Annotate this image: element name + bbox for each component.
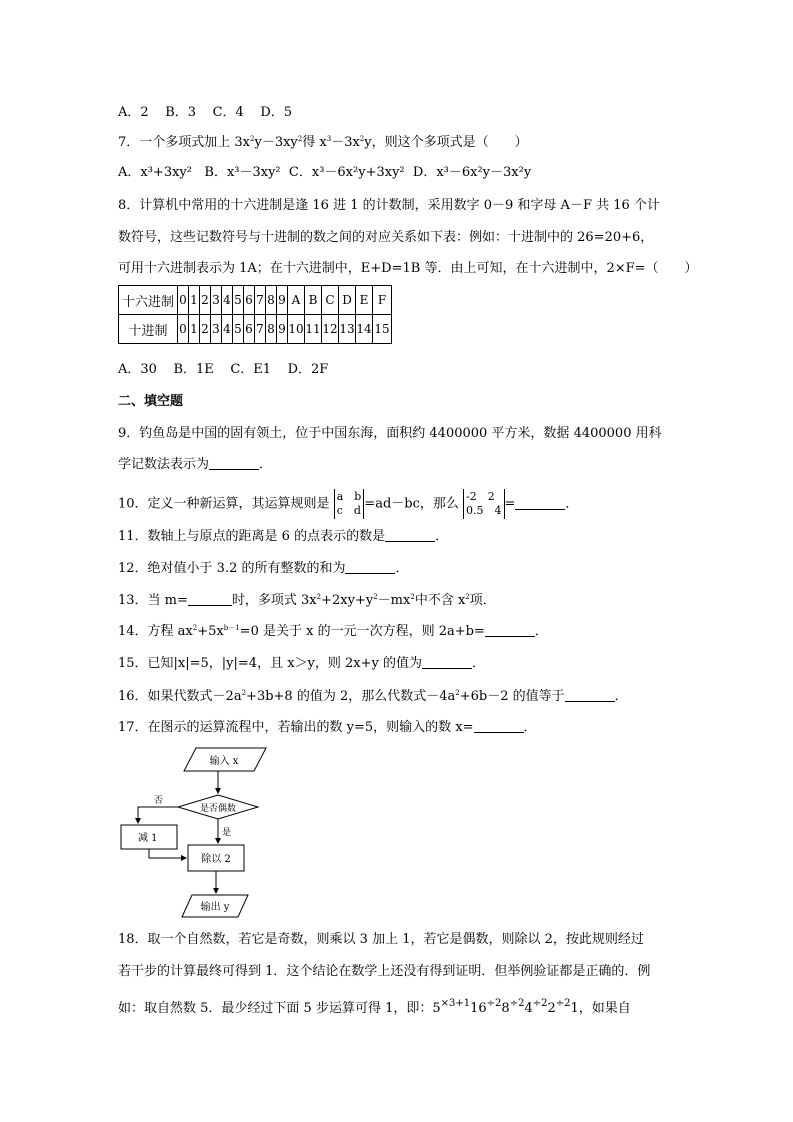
op-label: ÷2 <box>509 998 525 1009</box>
answer-blank[interactable] <box>515 497 565 510</box>
answer-blank[interactable] <box>385 529 435 542</box>
determinant-value: -2 2 0.5 4 <box>463 490 505 518</box>
q8-line3: 可用十六进制表示为 1A；在十六进制中，E+D=1B 等．由上可知，在十六进制中，2×F=（ ） <box>118 261 698 276</box>
option-c: C．x³－6x²y+3xy² <box>288 165 405 180</box>
flowchart <box>118 745 278 925</box>
q15: 15．已知|x|=5，|y|=4，且 x＞y，则 2x+y 的值为 ． <box>118 656 485 671</box>
option-b: B．3 <box>165 105 197 120</box>
divide-label: 除以 2 <box>201 854 231 865</box>
q18-line3: 如：取自然数 5．最少经过下面 5 步运算可得 1，即：$5^{\times 3+1}16^{\div 2}8^{\div 2}4^{\div 2}2^{\div 2}1$，如果自 <box>118 998 631 1016</box>
row-header: 十六进制 <box>119 286 178 315</box>
q14: 14．方程 $ax^2+5x^{b-1}=0$ 是关于 x 的一元一次方程，则 2a+b= ． <box>118 624 548 639</box>
op-label: ÷2 <box>486 998 502 1009</box>
q8-options <box>118 361 328 379</box>
answer-blank[interactable] <box>474 720 524 733</box>
determinant-definition: a b c d <box>334 490 365 518</box>
decision-label: 是否偶数 <box>199 804 237 814</box>
option-d: D．5 <box>260 105 293 120</box>
q7-stem: 7．一个多项式加上 $3x^2y-3xy^2$得 $x^3-3x^2y$，则这个多项式是（ ） <box>118 135 528 150</box>
q9-line2: 学记数法表示为 ． <box>118 457 273 472</box>
q7-options <box>118 164 531 182</box>
option-a: A．30 <box>118 362 157 377</box>
answer-blank[interactable] <box>565 689 615 702</box>
table-row-hex: 十六进制 0 1 2 3 4 5 6 7 8 9 A B C D E F <box>119 286 392 315</box>
no-label: 否 <box>154 796 164 806</box>
answer-blank[interactable] <box>209 457 259 470</box>
q8-line1: 8．计算机中常用的十六进制是逢 16 进 1 的计数制，采用数字 0－9 和字母 A－F 共 16 个计 <box>118 198 660 213</box>
option-c: C．4 <box>212 105 244 120</box>
q8-line2: 数符号，这些记数符号与十进制的数之间的对应关系如下表：例如：十进制中的 26=20+6， <box>118 230 654 245</box>
section-title-fill-in: 二、填空题 <box>118 394 184 409</box>
q17: 17．在图示的运算流程中，若输出的数 y=5，则输入的数 x= ． <box>118 720 537 735</box>
option-c: C．E1 <box>230 362 272 377</box>
q10: 10．定义一种新运算，其运算规则是 a b c d =ad－bc，那么 -2 2 0.5 4 = ． <box>118 490 579 517</box>
answer-blank[interactable] <box>422 656 472 669</box>
yes-label: 是 <box>222 828 232 838</box>
option-d: D．2F <box>287 362 329 377</box>
table-row-decimal: 十进制 0 1 2 3 4 5 6 7 8 9 10 11 12 13 14 15 <box>119 315 392 344</box>
op-label: ÷2 <box>555 998 571 1009</box>
q16: 16．如果代数式$-2a^2+3b+8$ 的值为 2，那么代数式$-4a^2+6b-2$ 的值等于 ． <box>118 689 628 704</box>
option-b: B．1E <box>173 362 214 377</box>
minus-one-label: 减 1 <box>138 833 158 844</box>
hex-decimal-table <box>118 285 392 344</box>
q12: 12．绝对值小于 3.2 的所有整数的和为 ． <box>118 561 409 576</box>
answer-blank[interactable] <box>188 593 232 606</box>
option-b: B．x³－3xy² <box>204 165 281 180</box>
q18-line2: 若干步的计算最终可得到 1．这个结论在数学上还没有得到证明．但举例验证都是正确的．例 <box>118 964 651 979</box>
output-label: 输出 y <box>200 902 230 913</box>
q18-line1: 18．取一个自然数，若它是奇数，则乘以 3 加上 1，若它是偶数，则除以 2，按此规则经过 <box>118 932 644 947</box>
option-a: A．2 <box>118 105 149 120</box>
op-label: ÷2 <box>532 998 548 1009</box>
answer-blank[interactable] <box>345 561 395 574</box>
option-d: D．x³－6x²y－3x²y <box>412 165 532 180</box>
q11: 11．数轴上与原点的距离是 6 的点表示的数是 ． <box>118 529 449 544</box>
option-a: A．x³+3xy² <box>118 165 192 180</box>
input-label: 输入 x <box>209 756 239 767</box>
q6-options <box>118 104 292 122</box>
q9-line1: 9．钓鱼岛是中国的固有领土，位于中国东海，面积约 4400000 平方米，数据 4400000 用科 <box>118 426 662 441</box>
row-header: 十进制 <box>119 315 178 344</box>
answer-blank[interactable] <box>485 624 535 637</box>
q13: 13．当 m= 时，多项式 $3x^2+2xy+y^2-mx^2$中不含 $x^2$项． <box>118 593 496 608</box>
op-label: ×3+1 <box>440 998 471 1009</box>
